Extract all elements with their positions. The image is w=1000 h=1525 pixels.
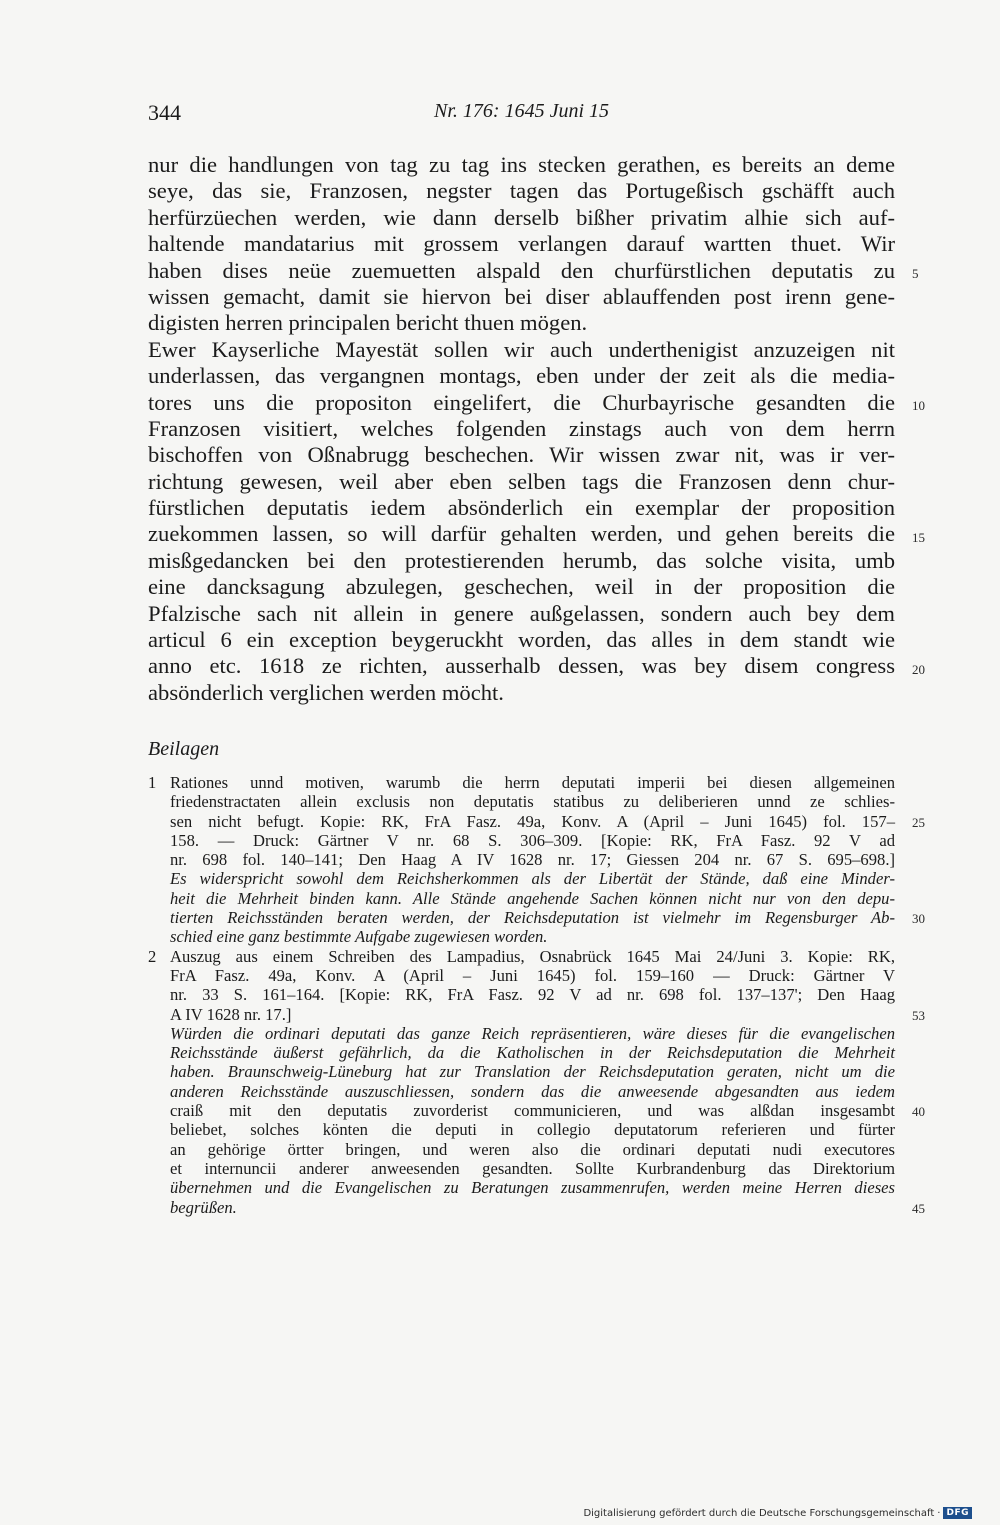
line-number: 25 [912, 814, 925, 830]
footer-text: Digitalisierung gefördert durch die Deutsche Forschungsgemeinschaft [583, 1507, 935, 1519]
page-header [148, 100, 895, 130]
footer [583, 1507, 972, 1519]
appendix-line-text: Auszug aus einem Schreiben des Lampadius, Osnabrück 1645 Mai 24/Juni 3. Kopie: RK, [170, 946, 895, 966]
line-number: 30 [912, 911, 925, 927]
text-line: haben dises neüe zuemuetten alspald den churfürstlichen deputatis zu [148, 257, 895, 283]
appendix-line-text: übernehmen und die Evangelischen zu Beratungen zusammenrufen, werden meine Herren dieses [170, 1178, 895, 1198]
item-number: 2 [148, 946, 157, 966]
appendix-line [148, 966, 895, 985]
line-number: 10 [912, 397, 925, 413]
text-line: seye, das sie, Franzosen, negster tagen das Portugeßisch gschäfft auch [148, 178, 895, 204]
text-line: Ewer Kayserliche Mayestät sollen wir auch underthenigist anzuzeigen nit [148, 336, 895, 362]
appendix-line-text: nr. 698 fol. 140–141; Den Haag A IV 1628 nr. 17; Giessen 204 nr. 67 S. 695–698.] [170, 850, 895, 870]
appendix-line-text: friedenstractaten allein exclusis non deputatis statibus zu deliberieren unnd ze schlies- [170, 792, 895, 812]
text-line: fürstlichen deputatis iedem absönderlich ein exemplar der proposition [148, 495, 895, 521]
text-line: eine dancksagung abzulegen, geschechen, weil in der proposition die [148, 574, 895, 600]
text-line: Franzosen visitiert, welches folgenden zinstags auch von dem herrn [148, 415, 895, 441]
appendix-line [148, 1005, 895, 1024]
appendix-line-text: 158. — Druck: Gärtner V nr. 68 S. 306–309. [Kopie: RK, FrA Fasz. 92 V ad [170, 830, 895, 850]
appendix-line-text: FrA Fasz. 49a, Konv. A (April – Juni 1645) fol. 159–160 — Druck: Gärtner V [170, 965, 895, 985]
appendix-line-text: haben. Braunschweig-Lüneburg hat zur Translation der Reichsdeputation geraten, nicht um die [170, 1062, 895, 1082]
text-line: haltende mandatarius mit grossem verlangen darauf wartten thuet. Wir [148, 231, 895, 257]
main-text [148, 152, 895, 706]
text-line: zuekommen lassen, so will darfür gehalten werden, und gehen bereits die [148, 521, 895, 547]
appendix-line-text: heit die Mehrheit binden kann. Alle Stände angehende Sachen können nicht nur von den depu- [170, 888, 895, 908]
text-line: digisten herren principalen bericht thuen mögen. [148, 310, 588, 336]
footer-separator: · [937, 1507, 941, 1519]
appendix-line-text: nr. 33 S. 161–164. [Kopie: RK, FrA Fasz. 92 V ad nr. 698 fol. 137–137'; Den Haag [170, 985, 895, 1005]
appendix-line-text: Reichsstände äußerst gefährlich, da die Katholischen in der Reichsdeputation die Mehrheit [170, 1043, 895, 1063]
appendix-line-text: an gehörige örtter bringen, und weren also die ordinari deputati nudi executores [170, 1139, 895, 1159]
appendix-line [148, 908, 895, 927]
appendix-line [148, 889, 895, 908]
appendix-line [148, 1082, 895, 1101]
appendix-line-text: A IV 1628 nr. 17.] [170, 1004, 292, 1024]
appendix-line-text: craiß mit den deputatis zuvorderist communicieren, und was alßdan insgesambt [170, 1101, 895, 1121]
appendix-line [148, 1062, 895, 1081]
line-number: 45 [912, 1200, 925, 1216]
text-line: absönderlich verglichen werden möcht. [148, 679, 504, 705]
appendix-line-text: beliebet, solches könten die deputi in collegio deputatorum referieren und fürter [170, 1120, 895, 1140]
appendix-line [148, 927, 895, 946]
text-line: nur die handlungen von tag zu tag ins stecken gerathen, es bereits an deme [148, 152, 895, 177]
appendix-line [148, 850, 895, 869]
beilagen-heading: Beilagen [148, 738, 220, 760]
running-head: Nr. 176: 1645 Juni 15 [434, 100, 609, 122]
appendix-line-text: et internuncii anderer anweesenden gesandten. Sollte Kurbrandenburg das Direktorium [170, 1158, 895, 1178]
line-number: 5 [912, 265, 919, 281]
appendix-line-text: Würden die ordinari deputati das ganze Reich repräsentieren, wäre dieses für die evangelischen [170, 1023, 895, 1043]
appendix-line [148, 792, 895, 811]
appendix-line [148, 947, 895, 966]
appendix-line [148, 1140, 895, 1159]
line-number: 15 [912, 529, 925, 545]
text-line: underlassen, das vergangnen montags, eben under der zeit als die media- [148, 363, 895, 389]
appendix-line [148, 812, 895, 831]
appendix-line [148, 869, 895, 888]
text-line: bischoffen von Oßnabrugg beschechen. Wir wissen zwar nit, was ir ver- [148, 442, 895, 468]
dfg-logo: DFG [943, 1507, 972, 1519]
appendix-line-text: schied eine ganz bestimmte Aufgabe zugewiesen worden. [170, 927, 548, 947]
item-number: 1 [148, 773, 157, 792]
appendix-line [148, 1178, 895, 1197]
appendix-line-text: Rationes unnd motiven, warumb die herrn deputati imperii bei diesen allgemeinen [170, 773, 895, 792]
appendix-line [148, 831, 895, 850]
appendix-line-text: anderen Reichsstände auszuschliessen, sondern das die anweesende abgesandten aus iedem [170, 1081, 895, 1101]
appendix-line-text: begrüßen. [170, 1197, 237, 1217]
appendix [148, 773, 895, 1217]
page-number: 344 [148, 100, 181, 125]
text-line: wissen gemacht, damit sie hiervon bei diser ablauffenden post irenn gene- [148, 283, 895, 309]
text-line: misßgedancken bei den protestierenden herumb, das solche visita, umb [148, 547, 895, 573]
appendix-line [148, 985, 895, 1004]
text-line: anno etc. 1618 ze richten, ausserhalb dessen, was bey disem congress [148, 653, 895, 679]
text-line: Pfalzische sach nit allein in genere außgelassen, sondern auch bey dem [148, 600, 895, 626]
appendix-line [148, 1101, 895, 1120]
appendix-line [148, 1159, 895, 1178]
line-number: 53 [912, 1007, 925, 1023]
appendix-line-text: tierten Reichsständen beraten werden, der Reichsdeputation ist vielmehr im Regensburger Ab- [170, 908, 895, 928]
text-line: herfürzüechen werden, wie dann derselb bißher privatim alhie sich auf- [148, 204, 895, 230]
appendix-line [148, 1024, 895, 1043]
text-line: tores uns die propositon eingelifert, die Churbayrische gesandten die [148, 389, 895, 415]
appendix-line [148, 1120, 895, 1139]
appendix-line [148, 773, 895, 792]
appendix-line [148, 1043, 895, 1062]
line-number: 20 [912, 661, 925, 677]
text-line: articul 6 ein exception beygeruckht worden, das alles in dem standt wie [148, 627, 895, 653]
text-line: richtung gewesen, weil aber eben selben tags die Franzosen denn chur- [148, 468, 895, 494]
line-number: 40 [912, 1104, 925, 1120]
appendix-line-text: sen nicht befugt. Kopie: RK, FrA Fasz. 49a, Konv. A (April – Juni 1645) fol. 157– [170, 811, 895, 831]
appendix-line [148, 1198, 895, 1217]
appendix-line-text: Es widerspricht sowohl dem Reichsherkommen als der Libertät der Stände, daß eine Minder- [170, 869, 895, 889]
